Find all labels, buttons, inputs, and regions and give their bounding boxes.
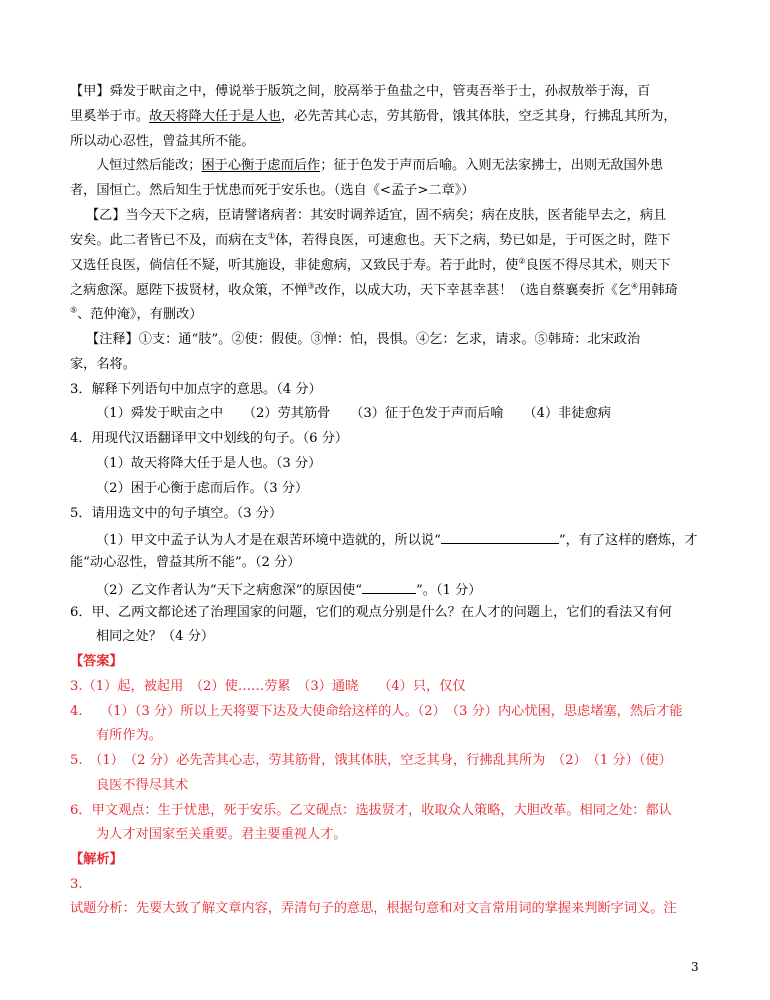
text: 【注释】①支：通“肢”。②使：假使。③惮：怕，畏惧。④乞：乞求，请求。⑤韩琦：北宋政治 [86,332,641,347]
text: （1）舜发于畎亩之中 （2）劳其筋骨 （3）征于色发于声而后喻 （4）非徒愈病 [96,406,611,421]
question-3 [70,381,710,399]
text: 【答案】 [70,654,123,669]
passage-jia-line-2 [70,108,710,126]
answer-5-line-2 [96,777,736,795]
text: 【甲】舜发于畎亩之中，傅说举于版筑之间，胶鬲举于鱼盐之中，管夷吾举于士，孙叔敖举于海，百 [70,84,651,99]
text: 有所作为。 [96,728,162,743]
analysis-number [70,876,710,894]
text: 又选任良医，倘信任不疑，听其施设，非徒愈病，又致民于寿。若于此时，使 [70,258,519,273]
text: （2）困于心衡于虑而后作。（3 分） [96,481,309,496]
answer-3 [70,678,710,696]
text: 6．甲、乙两文都论述了治理国家的问题，它们的观点分别是什么？在人才的问题上，它们的看法又有何 [70,605,672,620]
text: （2）乙文作者认为“天下之病愈深”的原因使“ [96,583,362,598]
text: 3．解释下列语句中加点字的意思。（4 分） [70,382,322,397]
text: （1）甲文中孟子认为人才是在艰苦环境中造就的，所以说“ [96,533,441,548]
text: 4．用现代汉语翻译甲文中划线的句子。（6 分） [70,431,349,446]
text: 相同之处？（4 分） [96,629,215,644]
passage-yi-line-1 [86,207,726,225]
text: 5. （1） （2 分）必先苦其心志，劳其筋骨，饿其体肤，空乏其身，行拂乱其所为 （2） （1 分）（使） [70,753,672,768]
text: 良医不得尽其术 [96,778,189,793]
text: 所以动心忍性，曾益其所不能。 [70,134,255,149]
text: 家，名将。 [70,357,136,372]
answer-5-line-1 [70,752,710,770]
text: 为人才对国家至关重要。君主要重视人才。 [96,827,347,842]
question-5-1 [96,529,736,550]
text: 4. （1）（3 分）所以上天将要下达及大使命给这样的人。（2） （3 分）内心忧困，思虑堵塞，然后才能 [70,704,683,719]
fill-blank [441,529,559,544]
text: 里奚举于市。 [70,109,150,124]
text: 改作，以成大功，天下幸甚幸甚！（选自蔡襄奏折《乞 [314,283,632,298]
answer-heading [70,653,710,671]
text: 试题分析：先要大致了解文章内容，弄清句子的意思，根据句意和对文言常用词的掌握来判断字词义。注 [70,901,677,916]
text: 5．请用选文中的句子填空。（3 分） [70,506,283,521]
text: 用韩琦 [638,283,678,298]
question-5-2 [96,579,736,600]
text: （1）故天将降大任于是人也。（3 分） [96,456,322,471]
text: 安矣。此二者皆已不及，而病在支 [70,233,268,248]
footnote-mark: ③ [307,281,315,291]
passage-yi-line-2 [70,232,710,250]
question-5-1-cont [70,554,710,572]
question-6-line-2 [96,628,736,646]
text: ；征于色发于声而后喻。入则无法家拂士，出则无敌国外患 [320,158,664,173]
underlined-sentence: 困于心衡于虑而后作 [201,158,321,173]
answer-4-line-1 [70,703,710,721]
passage-yi-line-3 [70,257,710,275]
passage-jia-p2-line-1 [96,157,736,175]
passage-jia-line-1 [70,83,710,101]
answer-6-line-2 [96,826,736,844]
text: 6．甲文观点：生于忧患，死于安乐。乙文砚点：选拔贤才，收取众人策略，大胆改革。相同之处：都认 [70,803,672,818]
question-4-2 [96,480,736,498]
fill-blank [362,579,416,594]
text: 者，国恒亡。然后知生于忧患而死于安乐也。（选自《<孟子>二章》） [70,183,475,198]
passage-jia-p2-line-2 [70,182,710,200]
text: 【解析】 [70,852,123,867]
text: 之病愈深。愿陛下拔贤材，收众策，不惮 [70,283,308,298]
footnote-mark: ④ [631,281,639,291]
text: 3.（1）起，被起用 （2）使……劳累 （3）通晓 （4）只，仅仅 [70,679,466,694]
text: 人恒过然后能改； [96,158,202,173]
notes-line-2 [70,356,710,374]
analysis-heading [70,851,710,869]
underlined-sentence: 故天将降大任于是人也 [149,109,281,124]
text: 良医不得尽其术，则天下 [525,258,671,273]
text: 【乙】当今天下之病，臣请譬诸病者：其安时调养适宜，固不病矣；病在皮肤，医者能早去之，病且 [86,208,667,223]
page-number: 3 [691,960,699,974]
text: 能“动心忍性，曾益其所不能”。（2 分） [70,555,301,570]
analysis-text [70,900,710,918]
footnote-mark: ① [267,231,275,241]
question-3-items [96,405,736,423]
answer-4-line-2 [96,727,736,745]
question-6-line-1 [70,604,710,622]
text: ”。（1 分） [416,583,482,598]
footnote-mark: ⑤ [70,305,78,315]
question-4-1 [96,455,736,473]
text: ，必先苦其心志，劳其筋骨，饿其体肤，空乏其身，行拂乱其所为， [281,109,677,124]
footnote-mark: ② [518,256,526,266]
notes-line-1 [86,331,726,349]
passage-yi-line-4 [70,282,710,300]
text: 、范仲淹》，有删改） [77,307,203,322]
text: 3. [70,877,83,892]
question-4 [70,430,710,448]
text: 体，若得良医，可速愈也。天下之病，势已如是，于可医之时，陛下 [274,233,671,248]
text: ”，有了这样的磨炼，才 [558,533,698,548]
question-5 [70,505,710,523]
passage-jia-line-3 [70,133,710,151]
passage-yi-line-5 [70,306,710,324]
answer-6-line-1 [70,802,710,820]
